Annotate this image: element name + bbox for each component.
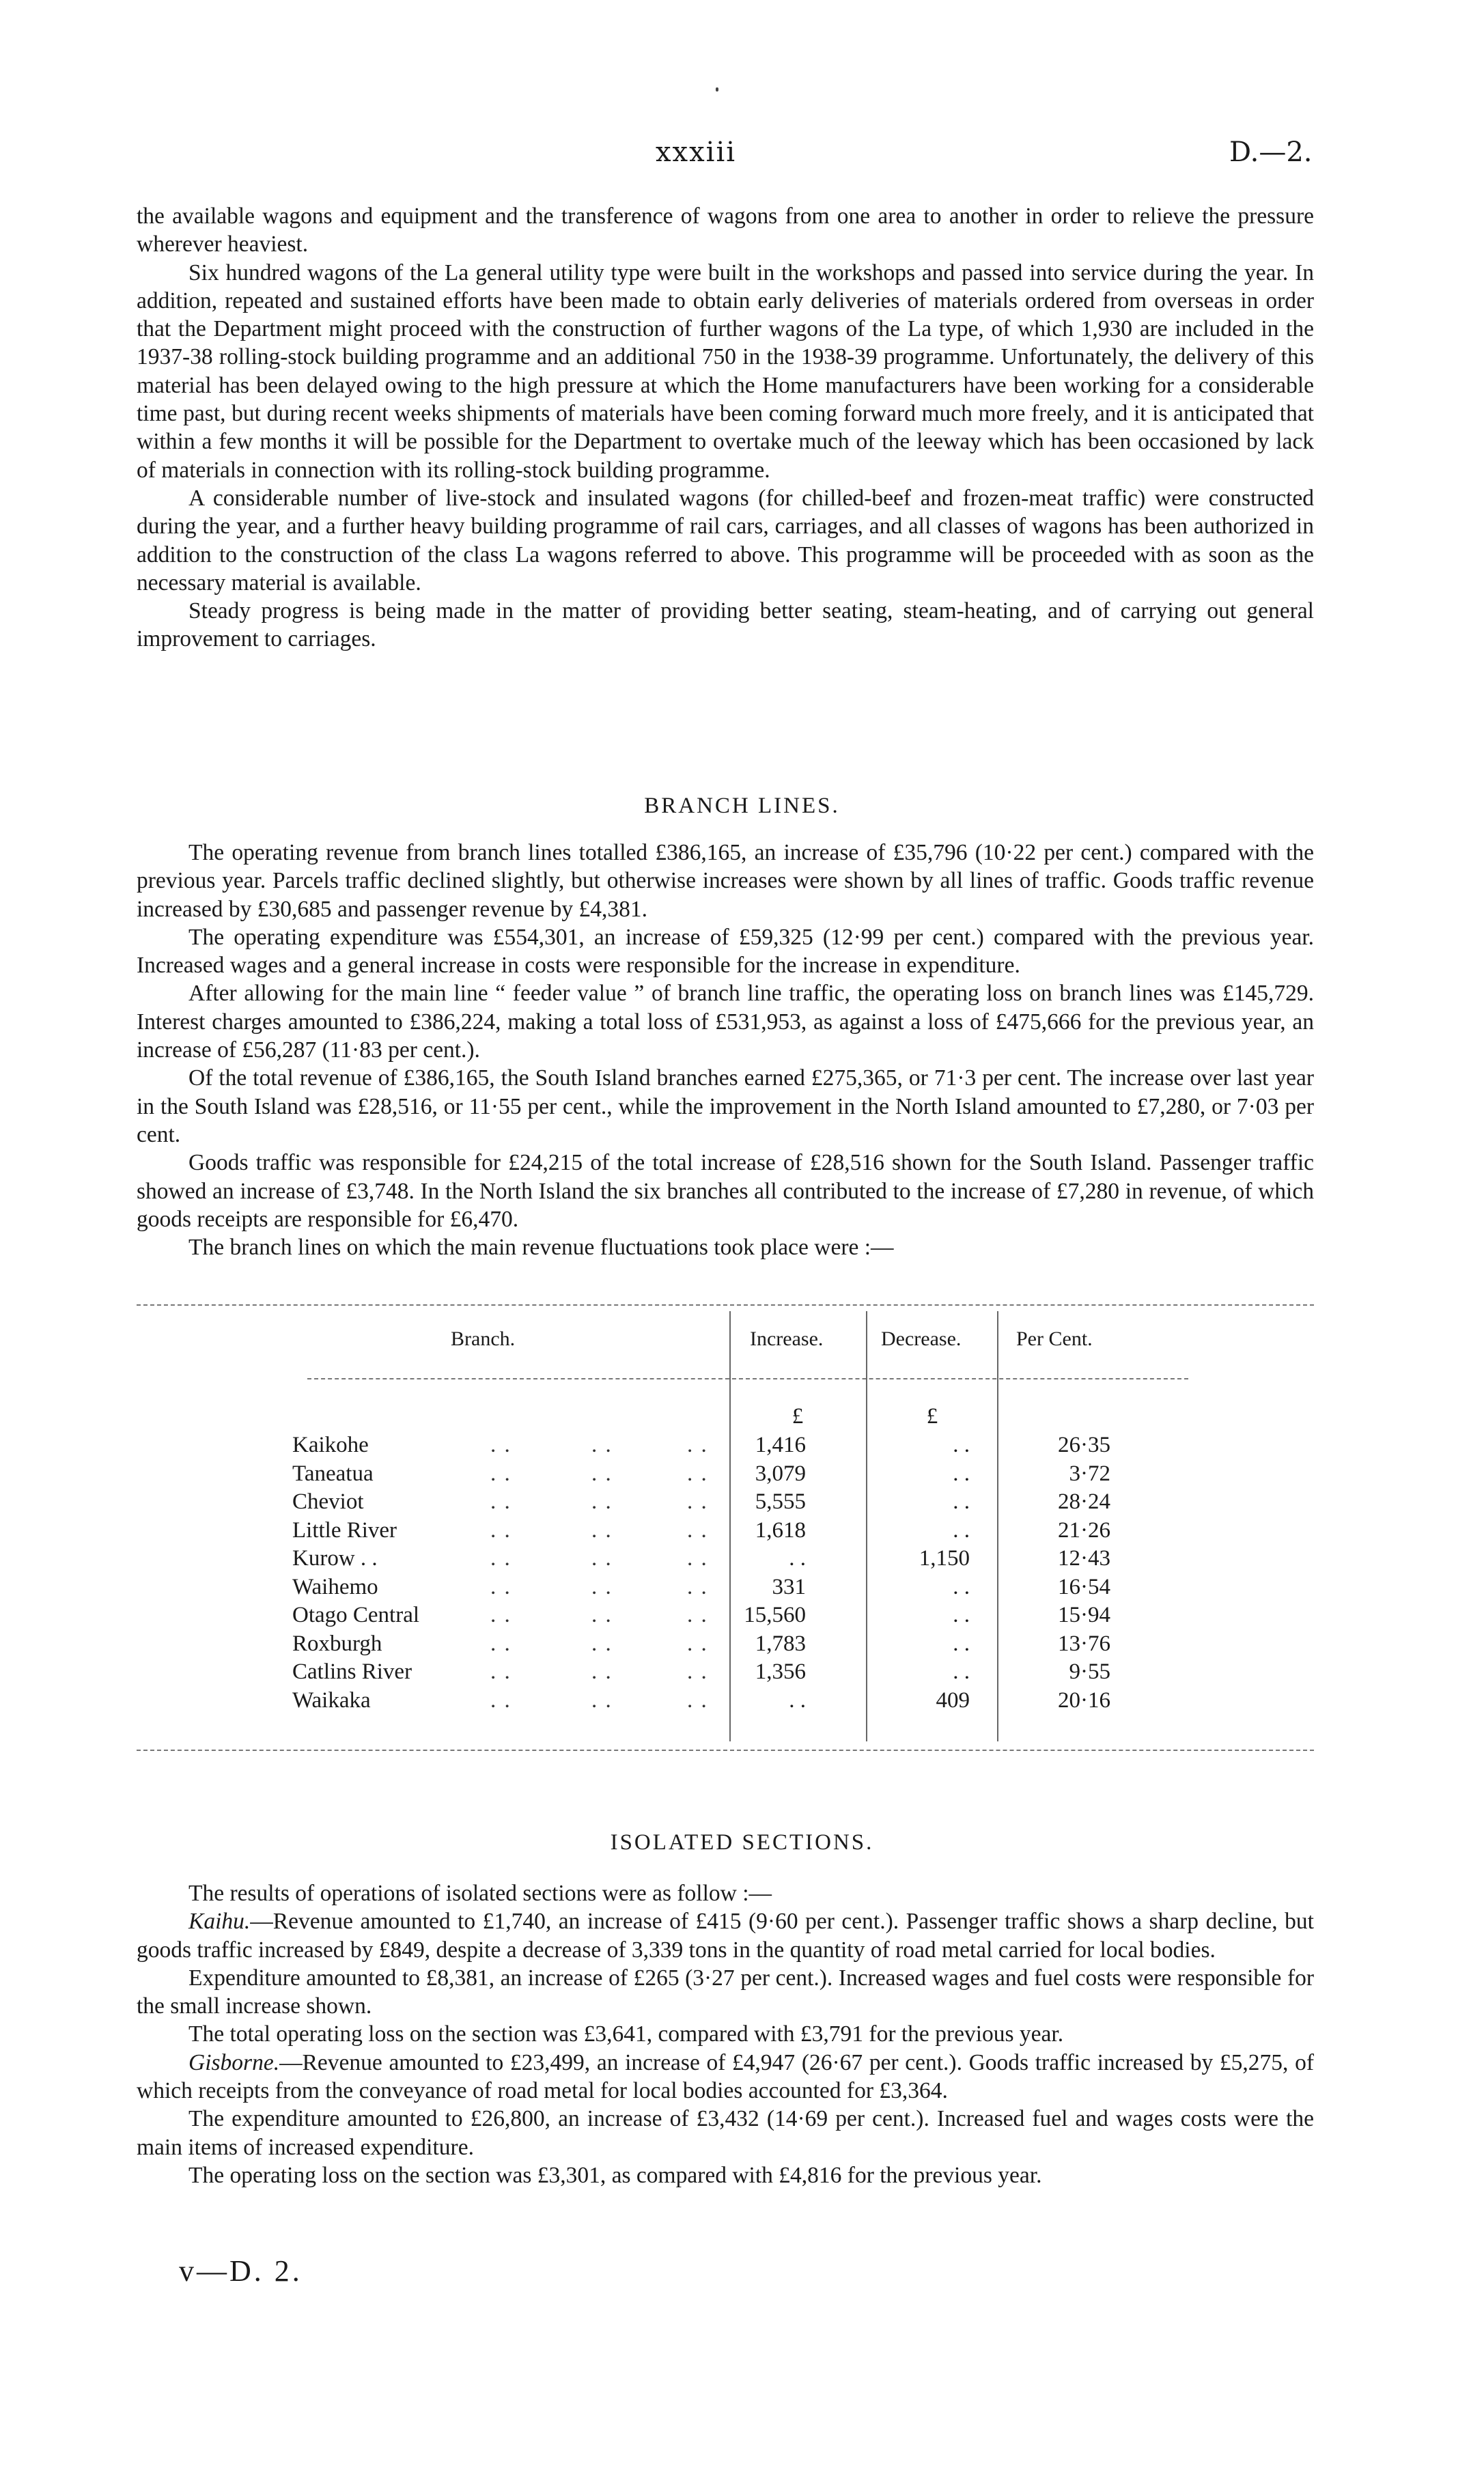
leader-dots: . . <box>490 1631 512 1656</box>
increase-value: 1,618 <box>755 1517 806 1543</box>
paragraph: The operating revenue from branch lines totalled £386,165, an increase of £35,796 (10·22 per cent.) compared with the previous year. Parcels traffic declined slightly, but otherwise increases were shown by all lines of traffic. Goods traffic revenue increased by £30,685 and passenger revenue by £4,381. <box>137 840 1314 922</box>
leader-dots: . . <box>490 1659 512 1684</box>
per-cent-value: 13·76 <box>1058 1631 1110 1656</box>
leader-dots: . . <box>490 1603 512 1627</box>
paragraph: the available wagons and equipment and the transference of wagons from one area to another in order to relieve the pressure wherever heaviest. <box>137 204 1314 257</box>
decrease-value: . . <box>953 1603 970 1627</box>
branch-name: Waikaka <box>292 1687 371 1713</box>
branch-name: Kurow . . <box>292 1546 378 1571</box>
leader-dots: . . <box>591 1461 613 1486</box>
table-top-rule <box>137 1304 1314 1306</box>
header-rule <box>307 1378 1188 1379</box>
leader-dots: . . <box>591 1603 613 1627</box>
leader-dots: . . <box>591 1489 613 1514</box>
leader-dots: . . <box>591 1687 613 1713</box>
increase-value: 5,555 <box>755 1489 806 1514</box>
paragraph: Steady progress is being made in the matter of providing better seating, steam-heating, and of carrying out general improvement to carriages. <box>137 598 1314 652</box>
leader-dots: . . <box>591 1631 613 1656</box>
branch-name: Catlins River <box>292 1659 412 1684</box>
leader-dots: . . <box>687 1631 708 1656</box>
branch-name: Taneatua <box>292 1461 374 1486</box>
leader-dots: . . <box>490 1687 512 1713</box>
increase-value: 1,416 <box>755 1433 806 1457</box>
increase-value: 1,356 <box>755 1659 806 1684</box>
decrease-value: . . <box>953 1461 970 1486</box>
isolated-sections-section <box>137 1879 1314 2189</box>
per-cent-value: 15·94 <box>1058 1603 1110 1627</box>
header-per-cent: Per Cent. <box>1016 1328 1093 1350</box>
branch-name: Kaikohe <box>292 1433 369 1457</box>
decrease-value: . . <box>953 1574 970 1599</box>
paragraph: After allowing for the main line “ feeder value ” of branch line traffic, the operating loss on branch lines was £145,729. Interest charges amounted to £386,224, making a total loss of £531,953, as against a loss of £475,666 for the previous year, an increase of £56,287 (11·83 per cent.). <box>137 981 1314 1063</box>
column-divider <box>729 1311 731 1741</box>
decrease-value: . . <box>953 1489 970 1514</box>
branch-name: Little River <box>292 1517 397 1543</box>
leader-dots: . . <box>490 1461 512 1486</box>
per-cent-value: 16·54 <box>1058 1574 1110 1599</box>
per-cent-value: 9·55 <box>1069 1659 1110 1684</box>
document-reference: D.—2. <box>1229 137 1313 168</box>
per-cent-value: 12·43 <box>1058 1546 1110 1571</box>
decrease-value: . . <box>953 1517 970 1543</box>
branch-name: Cheviot <box>292 1489 364 1514</box>
leader-dots: . . <box>591 1574 613 1599</box>
leader-dots: . . <box>687 1489 708 1514</box>
table-bottom-rule <box>137 1750 1314 1751</box>
section-title-isolated-sections: ISOLATED SECTIONS. <box>610 1830 874 1855</box>
leader-dots: . . <box>490 1433 512 1457</box>
header-branch: Branch. <box>451 1328 516 1350</box>
leader-dots: . . <box>591 1433 613 1457</box>
per-cent-value: 28·24 <box>1058 1489 1110 1514</box>
leader-dots: . . <box>687 1574 708 1599</box>
leader-dots: . . <box>687 1687 708 1713</box>
kaihu-label: Kaihu. <box>188 1909 251 1935</box>
leader-dots: . . <box>687 1517 708 1543</box>
decrease-value: 409 <box>936 1687 970 1713</box>
paragraph: The results of operations of isolated sections were as follow :— <box>188 1881 772 1906</box>
leader-dots: . . <box>591 1546 613 1571</box>
paragraph: Expenditure amounted to £8,381, an increase of £265 (3·27 per cent.). Increased wages and fuel costs were responsible for the small increase shown. <box>137 1965 1314 2019</box>
leader-dots: . . <box>490 1574 512 1599</box>
paragraph: Six hundred wagons of the La general utility type were built in the workshops and passed into service during the year. In addition, repeated and sustained efforts have been made to obtain early deliveries of materials ordered from overseas in order that the Department might proceed with the construction of further wagons of the La type, of which 1,930 are included in the 1937-38 rolling-stock building programme and an additional 750 in the 1938-39 programme. Unfortunately, the delivery of this material has been delayed owing to the high pressure at which the Home manufacturers have been working for a considerable time past, but during recent weeks shipments of materials have been coming forward much more freely, and it is anticipated that within a few months it will be possible for the Department to overtake much of the leeway which has been occasioned by lack of materials in connection with its rolling-stock building programme. <box>137 260 1314 483</box>
paragraph: The branch lines on which the main revenue fluctuations took place were :— <box>188 1235 894 1261</box>
header-decrease: Decrease. <box>881 1328 962 1350</box>
leader-dots: . . <box>490 1489 512 1514</box>
per-cent-value: 26·35 <box>1058 1433 1110 1457</box>
kaihu-text: —Revenue amounted to £1,740, an increase of £415 (9·60 per cent.). Passenger traffic shows a sharp decline, but goods traffic increased by £849, despite a decrease of 3,339 tons in the quantity of road metal carried for local bodies. <box>137 1909 1314 1963</box>
leader-dots: . . <box>490 1546 512 1571</box>
per-cent-value: 21·26 <box>1058 1517 1110 1543</box>
paragraph: A considerable number of live-stock and insulated wagons (for chilled-beef and frozen-meat traffic) were constructed during the year, and a further heavy building programme of rail cars, carriages, and all classes of wagons has been authorized in addition to the construction of the class La wagons referred to above. This programme will be proceeded with as soon as the necessary material is available. <box>137 485 1314 595</box>
leader-dots: . . <box>687 1461 708 1486</box>
scan-speck <box>716 87 718 92</box>
intro-section <box>137 202 1314 654</box>
paragraph: The expenditure amounted to £26,800, an increase of £3,432 (14·69 per cent.). Increased fuel and wages costs were the main items of increased expenditure. <box>137 2106 1314 2160</box>
increase-value: 1,783 <box>755 1631 806 1656</box>
branch-lines-section <box>137 839 1314 1261</box>
leader-dots: . . <box>591 1517 613 1543</box>
per-cent-value: 3·72 <box>1069 1461 1110 1486</box>
footer-signature: v—D. 2. <box>179 2254 303 2288</box>
unit-decrease: £ <box>926 1404 938 1429</box>
branch-name: Waihemo <box>292 1574 378 1599</box>
section-title-branch-lines: BRANCH LINES. <box>644 794 840 818</box>
gisborne-text: —Revenue amounted to £23,499, an increase of £4,947 (26·67 per cent.). Goods traffic increased by £5,275, of which receipts from the conveyance of road metal for local bodies accounted for £3,364. <box>137 2049 1314 2104</box>
leader-dots: . . <box>687 1659 708 1684</box>
branch-name: Otago Central <box>292 1603 420 1627</box>
paragraph: The operating loss on the section was £3,301, as compared with £4,816 for the previous year. <box>188 2162 1042 2188</box>
increase-value: 331 <box>772 1574 806 1599</box>
paragraph-kaihu <box>137 1907 1314 1964</box>
per-cent-value: 20·16 <box>1058 1687 1110 1713</box>
decrease-value: 1,150 <box>919 1546 970 1571</box>
paragraph: Of the total revenue of £386,165, the South Island branches earned £275,365, or 71·3 per cent. The increase over last year in the South Island was £28,516, or 11·55 per cent., while the improvement in the North Island amounted to £7,280, or 7·03 per cent. <box>137 1065 1314 1147</box>
gisborne-label: Gisborne. <box>188 2049 280 2075</box>
page-number: xxxiii <box>656 137 737 168</box>
increase-value: 3,079 <box>755 1461 806 1486</box>
increase-value: 15,560 <box>744 1603 806 1627</box>
paragraph: Goods traffic was responsible for £24,215 of the total increase of £28,516 shown for the South Island. Passenger traffic showed an increase of £3,748. In the North Island the six branches all contributed to the increase of £7,280 in revenue, of which goods receipts are responsible for £6,470. <box>137 1150 1314 1232</box>
decrease-value: . . <box>953 1659 970 1684</box>
paragraph: The operating expenditure was £554,301, an increase of £59,325 (12·99 per cent.) compared with the previous year. Increased wages and a general increase in costs were responsible for the increase in expenditure. <box>137 924 1314 979</box>
header-increase: Increase. <box>750 1328 824 1350</box>
increase-value: . . <box>789 1687 806 1713</box>
leader-dots: . . <box>687 1603 708 1627</box>
leader-dots: . . <box>687 1546 708 1571</box>
leader-dots: . . <box>591 1659 613 1684</box>
unit-increase: £ <box>792 1404 804 1429</box>
leader-dots: . . <box>490 1517 512 1543</box>
paragraph: The total operating loss on the section was £3,641, compared with £3,791 for the previous year. <box>188 2021 1064 2047</box>
branch-name: Roxburgh <box>292 1631 382 1656</box>
leader-dots: . . <box>687 1433 708 1457</box>
increase-value: . . <box>789 1546 806 1571</box>
column-divider <box>866 1311 867 1741</box>
decrease-value: . . <box>953 1433 970 1457</box>
decrease-value: . . <box>953 1631 970 1656</box>
paragraph-gisborne <box>137 2049 1314 2105</box>
